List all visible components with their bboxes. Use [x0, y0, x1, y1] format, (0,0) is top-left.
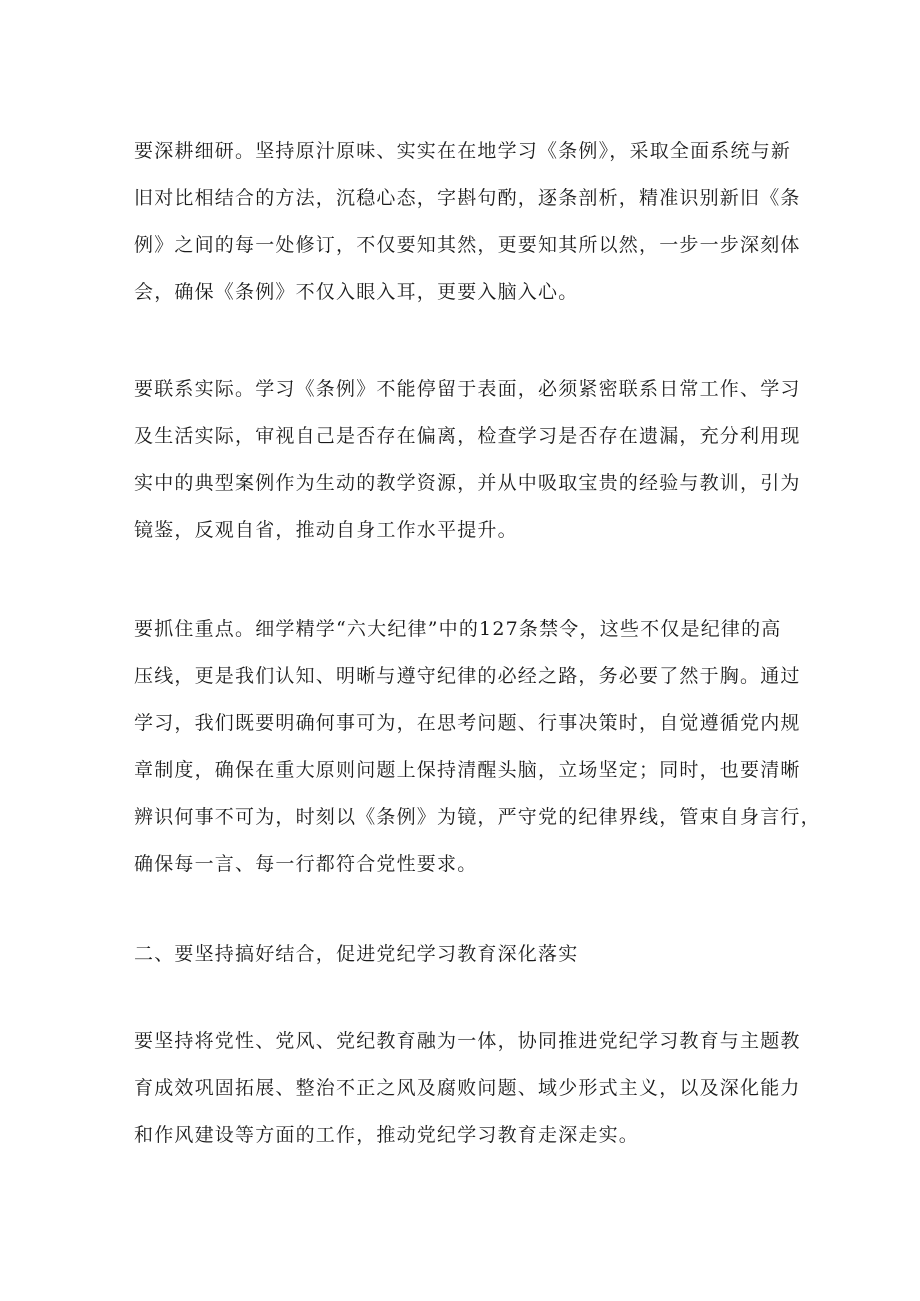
text-line: 育成效巩固拓展、整治不正之风及腐败问题、域少形式主义，以及深化能力 — [134, 1077, 801, 1099]
text-line: 旧对比相结合的方法，沉稳心态，字斟句酌，逐条剖析，精准识别新旧《条 — [134, 187, 801, 209]
text-line: 和作风建设等方面的工作，推动党纪学习教育走深走实。 — [134, 1124, 640, 1146]
text-line: 实中的典型案例作为生动的教学资源，并从中吸取宝贵的经验与教训，引为 — [134, 472, 801, 494]
text-line: 会，确保《条例》不仅入眼入耳，更要入脑入心。 — [134, 281, 579, 303]
section-heading — [134, 931, 794, 978]
text-line: 要坚持将党性、党风、党纪教育融为一体，协同推进党纪学习教育与主题教 — [134, 1030, 801, 1052]
paragraph-study-in-depth — [134, 128, 801, 316]
paragraph-integration — [134, 1018, 801, 1159]
text-line: 压线，更是我们认知、明晰与遵守纪律的必经之路，务必要了然于胸。通过 — [134, 665, 801, 687]
section-heading-text: 二、要坚持搞好结合，促进党纪学习教育深化落实 — [134, 943, 579, 965]
text-line: 学习，我们既要明确何事可为，在思考问题、行事决策时，自觉遵循党内规 — [134, 712, 801, 734]
paragraph-connect-practice — [134, 366, 801, 554]
text-line: 例》之间的每一处修订，不仅要知其然，更要知其所以然，一步一步深刻体 — [134, 234, 801, 256]
text-line: 要抓住重点。细学精学“六大纪律”中的127条禁令，这些不仅是纪律的高 — [134, 618, 782, 640]
text-line: 章制度，确保在重大原则问题上保持清醒头脑，立场坚定；同时，也要清晰 — [134, 759, 801, 781]
text-line: 要联系实际。学习《条例》不能停留于表面，必须紧密联系日常工作、学习 — [134, 378, 801, 400]
text-line: 要深耕细研。坚持原汁原味、实实在在地学习《条例》，采取全面系统与新 — [134, 140, 792, 162]
text-line: 确保每一言、每一行都符合党性要求。 — [134, 853, 478, 875]
text-line: 及生活实际，审视自己是否存在偏离，检查学习是否存在遗漏，充分利用现 — [134, 425, 801, 447]
text-line: 镜鉴，反观自省，推动自身工作水平提升。 — [134, 519, 518, 541]
text-line: 辨识何事不可为，时刻以《条例》为镜，严守党的纪律界线，管束自身言行， — [134, 806, 821, 828]
paragraph-grasp-key-points — [134, 606, 821, 888]
